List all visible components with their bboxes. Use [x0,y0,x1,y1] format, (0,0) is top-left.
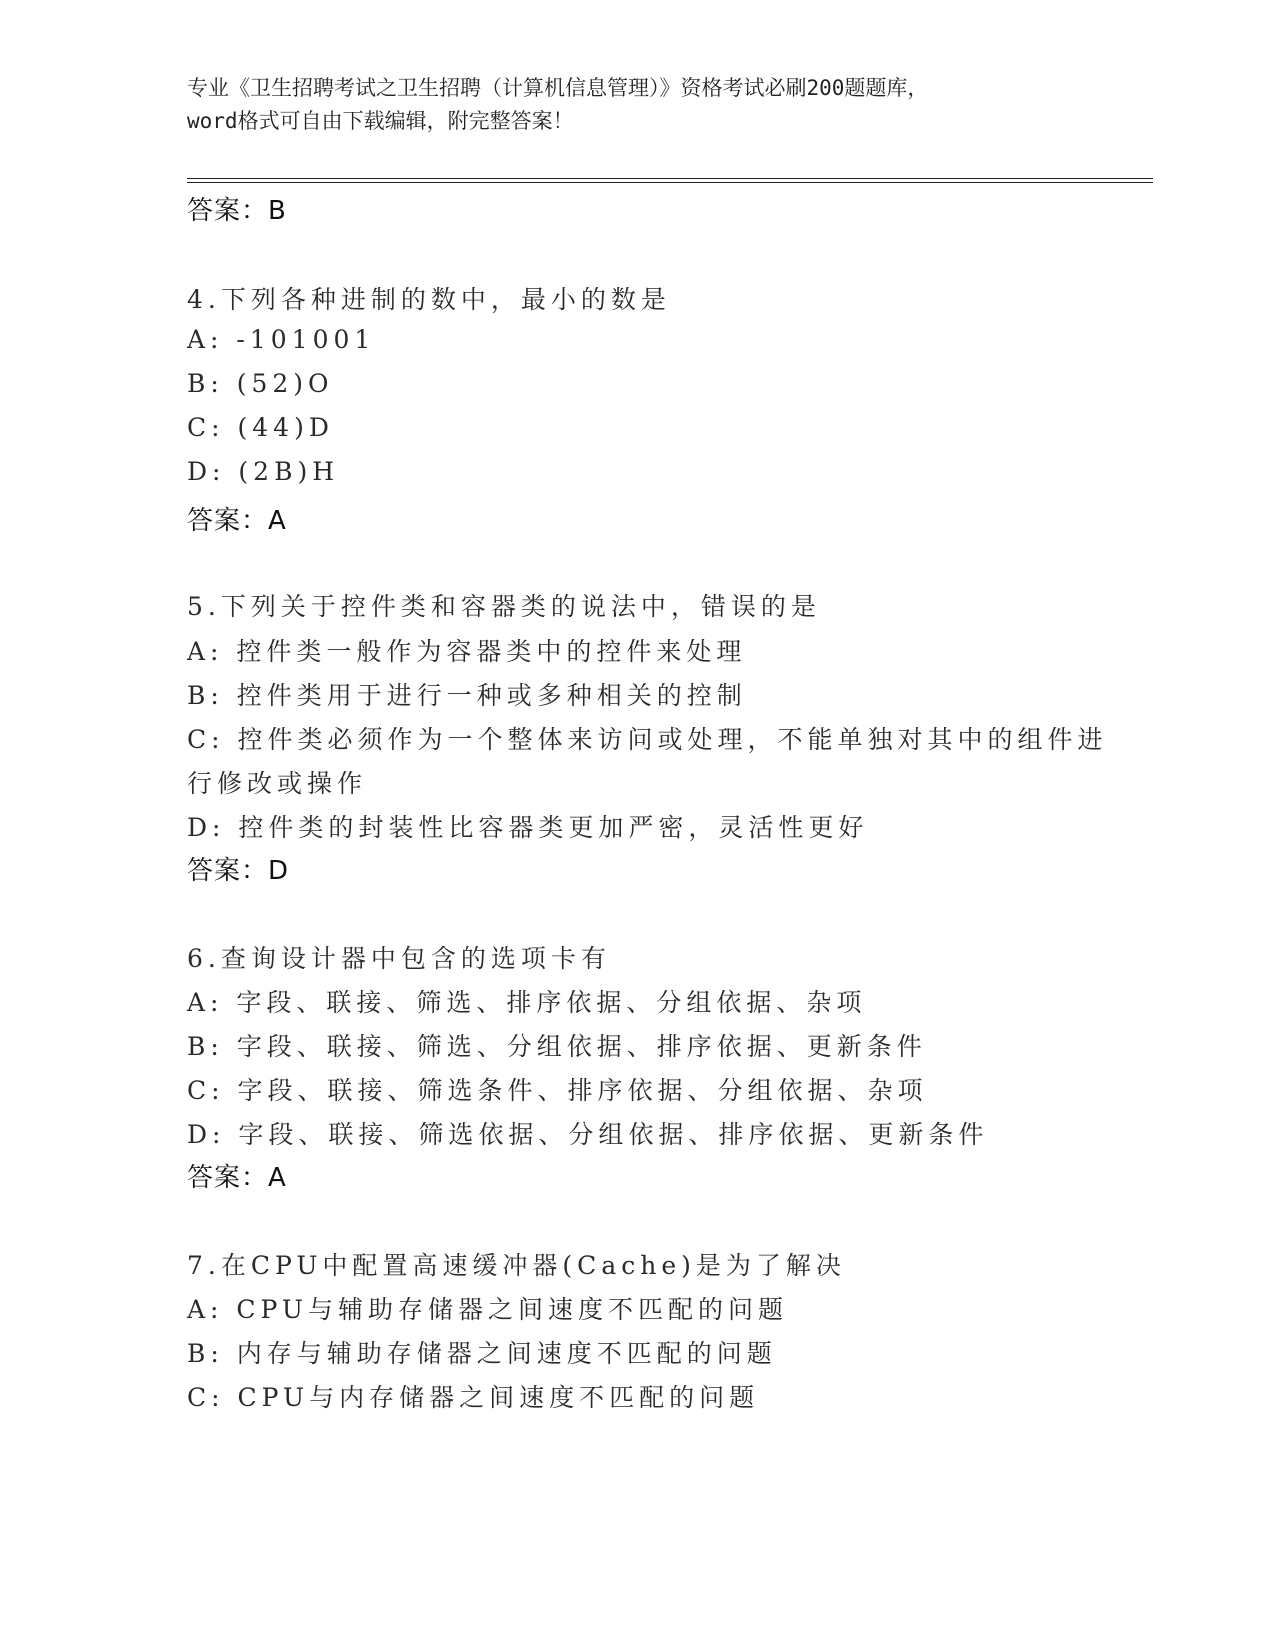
question-5-option-a: A: 控件类一般作为容器类中的控件来处理 [187,637,747,666]
question-5-stem: 5.下列关于控件类和容器类的说法中，错误的是 [187,592,821,621]
question-5-option-c-continued: 行修改或操作 [187,769,368,798]
question-5-option-c: C: 控件类必须作为一个整体来访问或处理，不能单独对其中的组件进 [187,725,1108,754]
question-7-option-c: C: CPU与内存储器之间速度不匹配的问题 [187,1383,760,1412]
question-4-option-c: C: (44)D [187,413,334,442]
question-6-option-a: A: 字段、联接、筛选、排序依据、分组依据、杂项 [187,988,867,1017]
header-line-1: 专业《卫生招聘考试之卫生招聘（计算机信息管理）》资格考试必刷200题题库， [187,76,929,100]
question-7-stem: 7.在CPU中配置高速缓冲器(Cache)是为了解决 [187,1251,846,1280]
document-header [187,72,1087,138]
question-6-stem: 6.查询设计器中包含的选项卡有 [187,944,611,973]
question-7-option-a: A: CPU与辅助存储器之间速度不匹配的问题 [187,1295,789,1324]
question-4-stem: 4.下列各种进制的数中，最小的数是 [187,285,671,314]
header-line-2: word格式可自由下载编辑，附完整答案！ [187,109,574,133]
question-6-option-c: C: 字段、联接、筛选条件、排序依据、分组依据、杂项 [187,1076,928,1105]
answer-q6: 答案：A [187,1163,287,1193]
question-5-option-b: B: 控件类用于进行一种或多种相关的控制 [187,681,747,710]
answer-q3: 答案：B [187,196,287,226]
question-5-option-d: D: 控件类的封装性比容器类更加严密，灵活性更好 [187,813,869,842]
question-4-option-a: A: -101001 [187,325,376,354]
answer-q4: 答案：A [187,506,287,536]
header-divider-bottom [187,182,1153,183]
header-divider-top [187,178,1153,179]
answer-q5: 答案：D [187,856,290,886]
question-6-option-b: B: 字段、联接、筛选、分组依据、排序依据、更新条件 [187,1032,927,1061]
question-7-option-b: B: 内存与辅助存储器之间速度不匹配的问题 [187,1339,777,1368]
question-6-option-d: D: 字段、联接、筛选依据、分组依据、排序依据、更新条件 [187,1120,989,1149]
question-4-option-b: B: (52)O [187,369,334,398]
question-4-option-d: D: (2B)H [187,457,339,486]
